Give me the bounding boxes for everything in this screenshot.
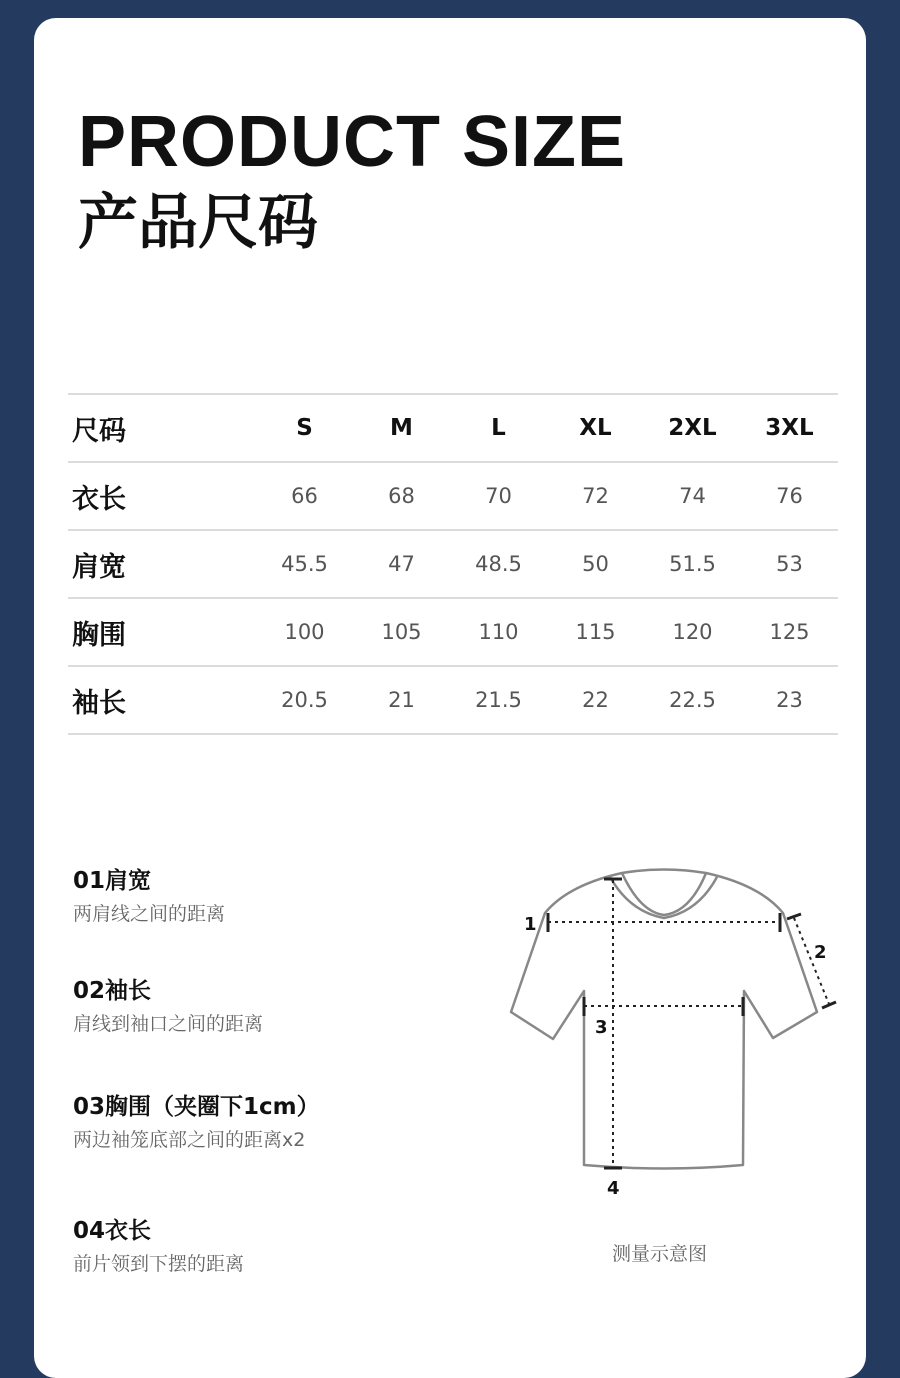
table-cell: 74 [644, 462, 741, 530]
size-column-header: S [256, 394, 353, 462]
table-cell: 23 [741, 666, 838, 734]
table-cell: 66 [256, 462, 353, 530]
table-cell: 20.5 [256, 666, 353, 734]
table-cell: 47 [353, 530, 450, 598]
note-description: 两边袖笼底部之间的距离x2 [73, 1129, 306, 1151]
note-title: 03胸围（夹圈下1cm） [73, 1094, 320, 1120]
note-shoulder [73, 870, 225, 924]
table-cell: 22.5 [644, 666, 741, 734]
table-cell: 68 [353, 462, 450, 530]
size-column-header: L [450, 394, 547, 462]
measure-lines [548, 879, 836, 1168]
tshirt-outline-icon [511, 870, 817, 1169]
marker-1: 1 [524, 914, 537, 935]
row-label: 肩宽 [68, 530, 256, 598]
size-header-row [68, 394, 838, 462]
table-cell: 51.5 [644, 530, 741, 598]
measure-markers [524, 914, 827, 1199]
row-label: 衣长 [68, 462, 256, 530]
page-title-english: PRODUCT SIZE [78, 102, 627, 182]
size-table [68, 393, 838, 735]
marker-4: 4 [607, 1178, 620, 1199]
page-title-chinese: 产品尺码 [78, 188, 318, 258]
size-header-label: 尺码 [68, 394, 256, 462]
table-cell: 125 [741, 598, 838, 666]
table-cell: 72 [547, 462, 644, 530]
table-cell: 50 [547, 530, 644, 598]
note-title: 01肩宽 [73, 868, 152, 894]
note-chest [73, 1096, 320, 1150]
table-cell: 100 [256, 598, 353, 666]
size-column-header: 3XL [741, 394, 838, 462]
table-row-sleeve [68, 666, 838, 734]
table-cell: 120 [644, 598, 741, 666]
note-title: 04衣长 [73, 1218, 152, 1244]
marker-3: 3 [595, 1017, 608, 1038]
diagram-caption: 测量示意图 [612, 1243, 708, 1265]
note-description: 肩线到袖口之间的距离 [73, 1013, 264, 1035]
marker-2: 2 [814, 942, 827, 963]
size-column-header: M [353, 394, 450, 462]
note-sleeve [73, 980, 263, 1034]
table-cell: 76 [741, 462, 838, 530]
table-cell: 105 [353, 598, 450, 666]
size-column-header: 2XL [644, 394, 741, 462]
table-cell: 48.5 [450, 530, 547, 598]
table-cell: 110 [450, 598, 547, 666]
table-row-chest [68, 598, 838, 666]
table-cell: 22 [547, 666, 644, 734]
row-label: 袖长 [68, 666, 256, 734]
table-row-shoulder [68, 530, 838, 598]
table-cell: 115 [547, 598, 644, 666]
note-description: 两肩线之间的距离 [73, 903, 226, 925]
size-column-header: XL [547, 394, 644, 462]
table-cell: 70 [450, 462, 547, 530]
table-cell: 21 [353, 666, 450, 734]
note-length [73, 1220, 244, 1274]
table-cell: 53 [741, 530, 838, 598]
note-description: 前片领到下摆的距离 [73, 1253, 245, 1275]
table-row-length [68, 462, 838, 530]
table-cell: 21.5 [450, 666, 547, 734]
row-label: 胸围 [68, 598, 256, 666]
note-title: 02袖长 [73, 978, 152, 1004]
table-cell: 45.5 [256, 530, 353, 598]
tshirt-measurement-diagram [460, 835, 840, 1255]
